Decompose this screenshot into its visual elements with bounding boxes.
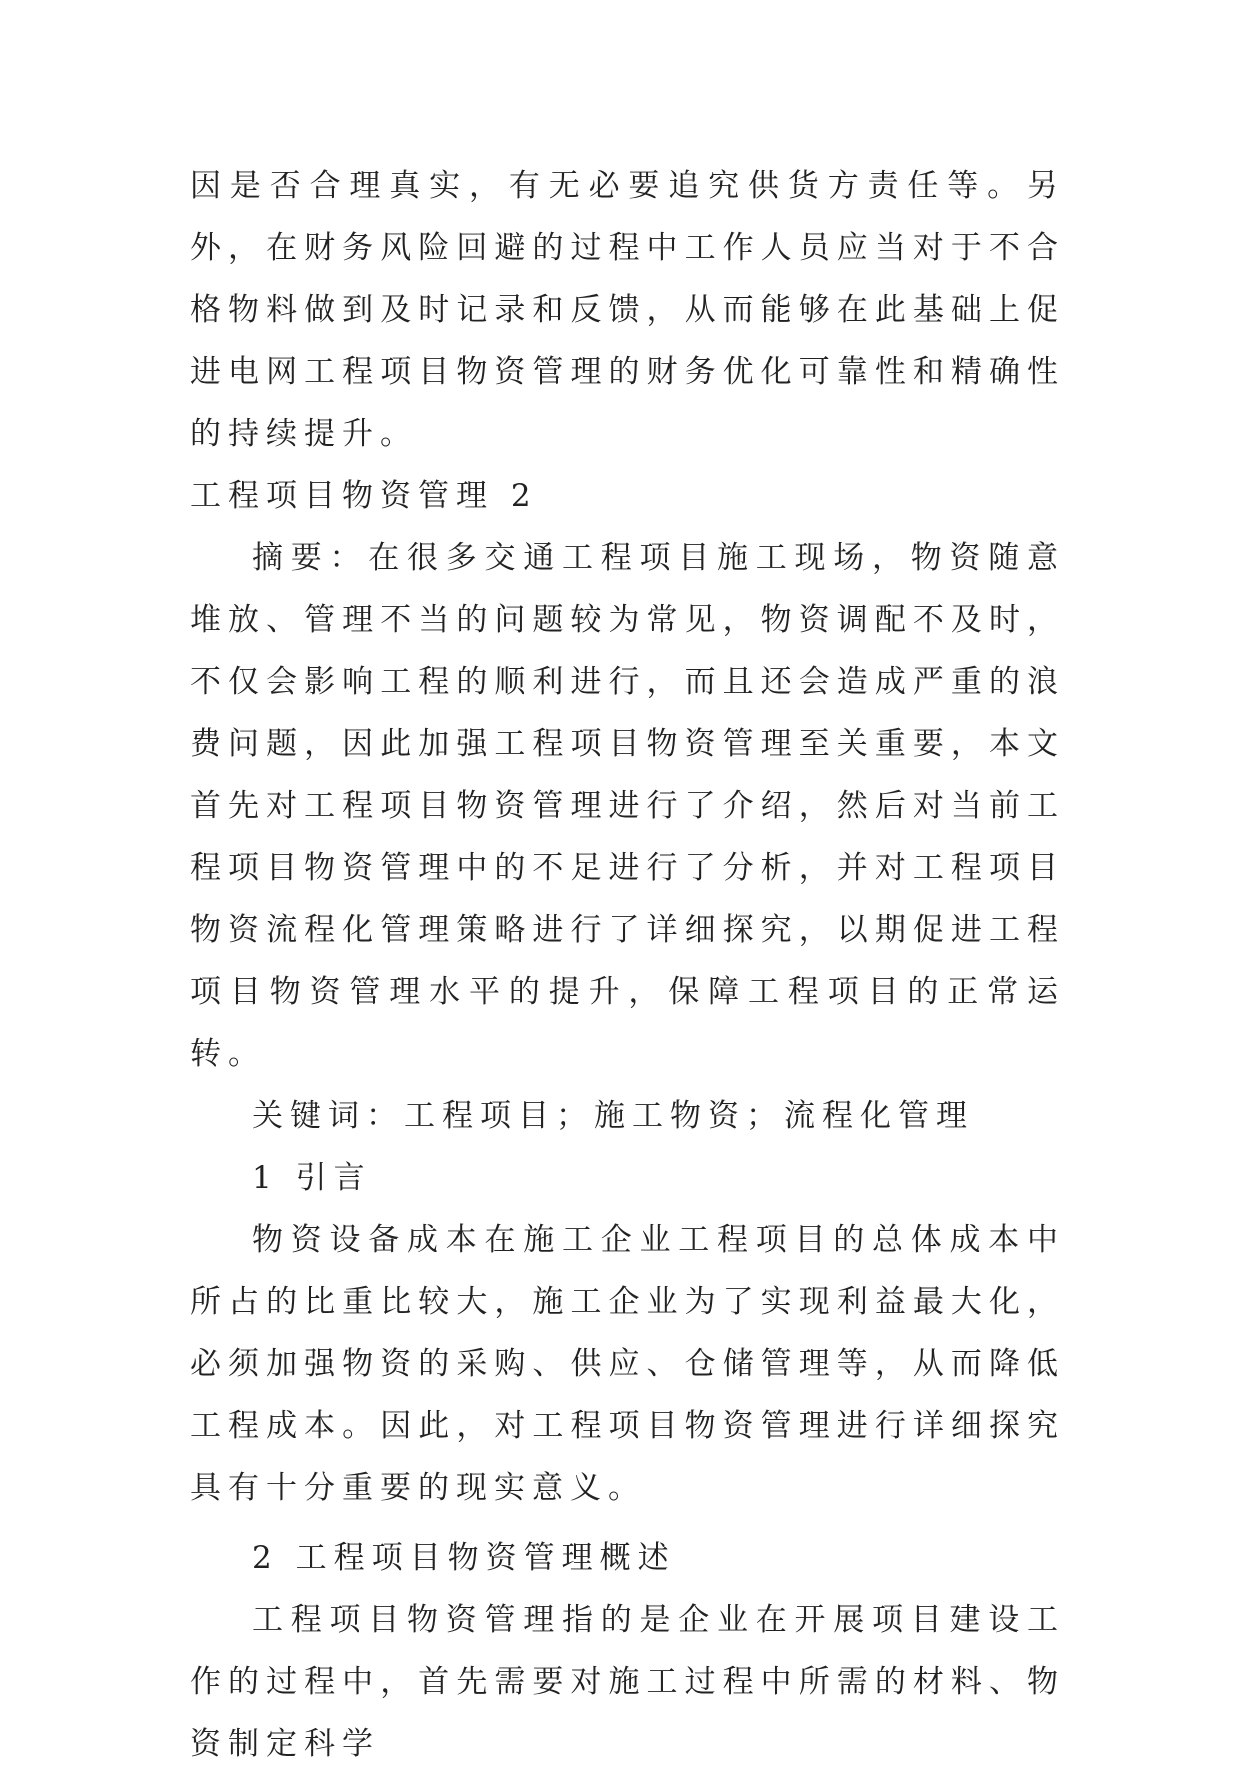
overview-paragraph: 工程项目物资管理指的是企业在开展项目建设工作的过程中，首先需要对施工过程中所需的材料、物资制定科学 [190, 1602, 1065, 1762]
document-body [190, 155, 1065, 1775]
abstract-paragraph: 摘要：在很多交通工程项目施工现场，物资随意堆放、管理不当的问题较为常见，物资调配不及时，不仅会影响工程的顺利进行，而且还会造成严重的浪费问题，因此加强工程项目物资管理至关重要，本文首先对工程项目物资管理进行了介绍，然后对当前工程项目物资管理中的不足进行了分析，并对工程项目物资流程化管理策略进行了详细探究，以期促进工程项目物资管理水平的提升，保障工程项目的正常运转。 [190, 540, 1065, 1072]
paragraph-continuation: 因是否合理真实，有无必要追究供货方责任等。另外，在财务风险回避的过程中工作人员应当对于不合格物料做到及时记录和反馈，从而能够在此基础上促进电网工程项目物资管理的财务优化可靠性和精确性的持续提升。 [190, 168, 1065, 452]
keywords-line: 关键词：工程项目；施工物资；流程化管理 [252, 1098, 974, 1134]
section-title: 工程项目物资管理 2 [190, 478, 538, 514]
heading-introduction: 1 引言 [252, 1160, 372, 1196]
introduction-paragraph: 物资设备成本在施工企业工程项目的总体成本中所占的比重比较大，施工企业为了实现利益最大化，必须加强物资的采购、供应、仓储管理等，从而降低工程成本。因此，对工程项目物资管理进行详细探究具有十分重要的现实意义。 [190, 1222, 1065, 1506]
heading-overview: 2 工程项目物资管理概述 [252, 1540, 676, 1576]
